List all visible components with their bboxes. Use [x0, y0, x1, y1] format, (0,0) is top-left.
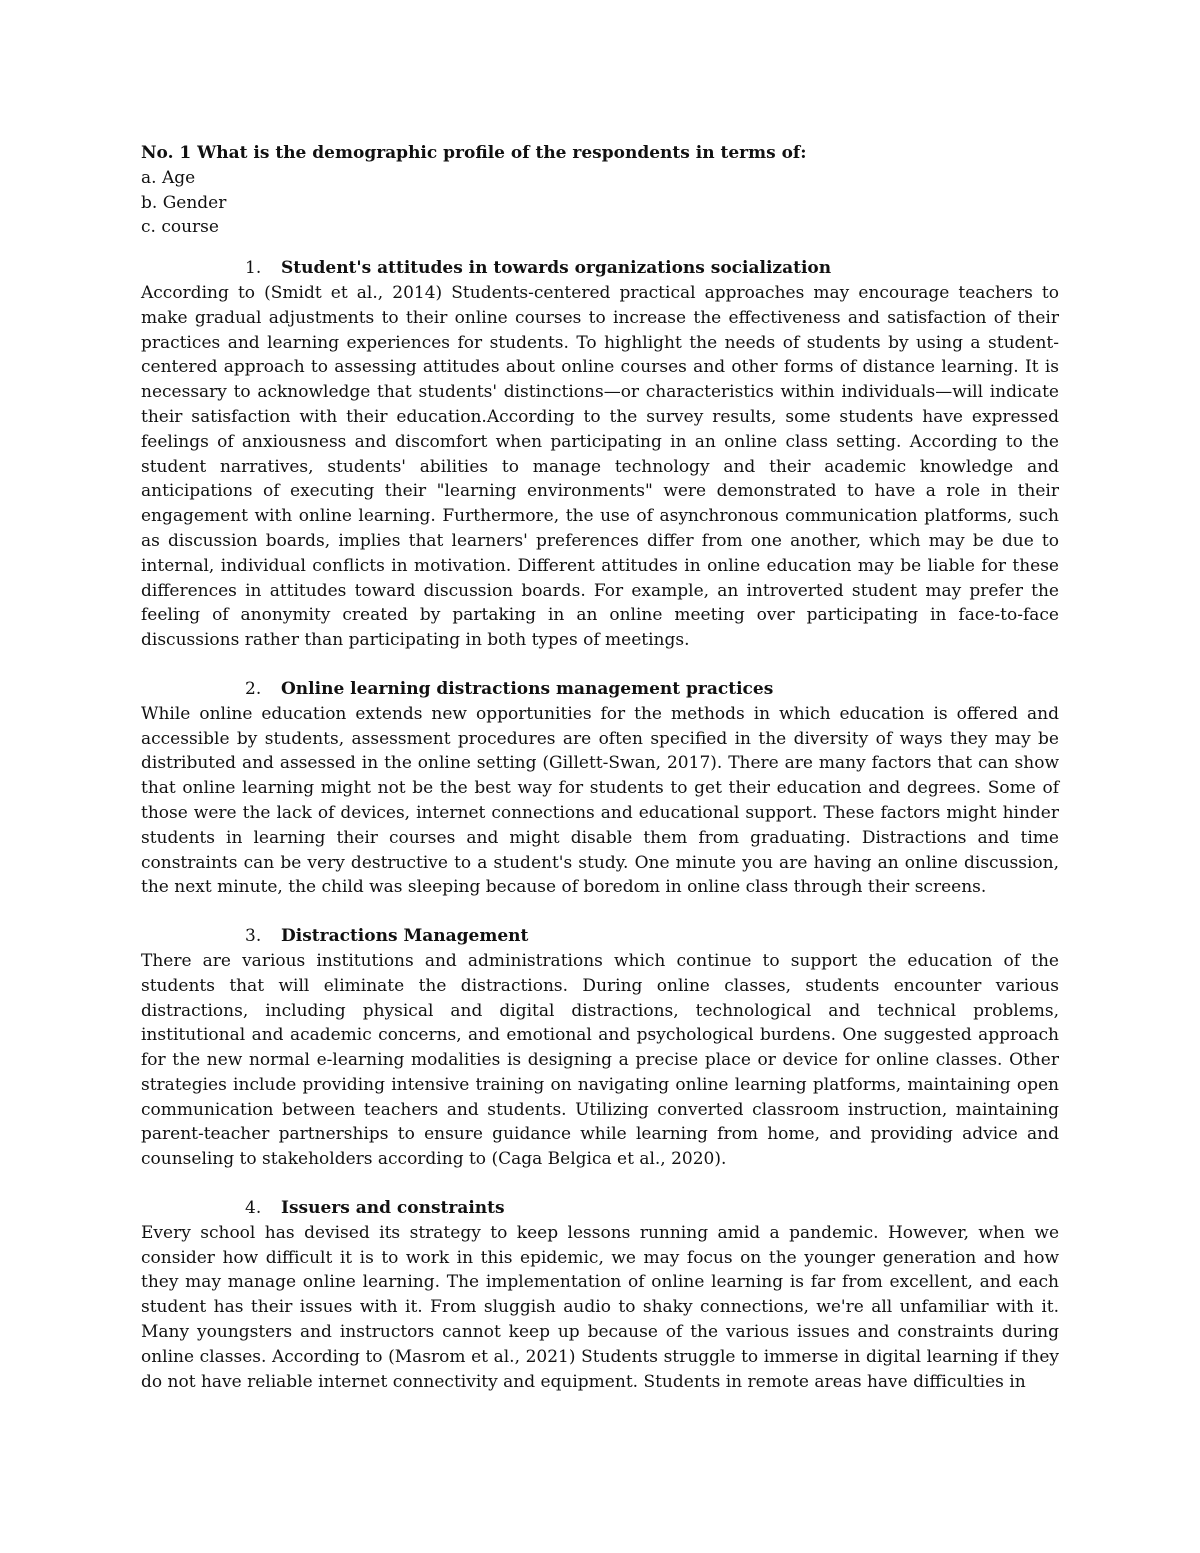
document-page: [141, 141, 1059, 1394]
section-title: Online learning distractions management practices: [281, 678, 774, 699]
section-body: According to (Smidt et al., 2014) Students-centered practical approaches may encourage teachers to make gradual adjustments to their online courses to increase the effectiveness and satisfaction of their practices and learning experiences for students. To highlight the needs of students by using a student-centered approach to assessing attitudes about online courses and other forms of distance learning. It is necessary to acknowledge that students' distinctions—or characteristics within individuals—will indicate their satisfaction with their education.According to the survey results, some students have expressed feelings of anxiousness and discomfort when participating in an online class setting. According to the student narratives, students' abilities to manage technology and their academic knowledge and anticipations of executing their "learning environments" were demonstrated to have a role in their engagement with online learning. Furthermore, the use of asynchronous communication platforms, such as discussion boards, implies that learners' preferences differ from one another, which may be due to internal, individual conflicts in motivation. Different attitudes in online education may be liable for these differences in attitudes toward discussion boards. For example, an introverted student may prefer the feeling of anonymity created by partaking in an online meeting over participating in face-to-face discussions rather than participating in both types of meetings.: [141, 282, 1059, 651]
section-heading: [141, 924, 1059, 949]
section-distractions-practices: [141, 677, 1059, 900]
spacer: [141, 653, 1059, 677]
section-title: Issuers and constraints: [281, 1198, 505, 1219]
spacer: [141, 1172, 1059, 1196]
section-attitudes: [141, 256, 1059, 653]
option-age: a. Age: [141, 167, 196, 188]
section-number: 3.: [245, 926, 262, 947]
option-gender: b. Gender: [141, 192, 227, 213]
section-body: While online education extends new opportunities for the methods in which education is offered and accessible by students, assessment procedures are often specified in the diversity of ways they may be distributed and assessed in the online setting (Gillett-Swan, 2017). There are many factors that can show that online learning might not be the best way for students to get their education and degrees. Some of those were the lack of devices, internet connections and educational support. These factors might hinder students in learning their courses and might disable them from graduating. Distractions and time constraints can be very destructive to a student's study. One minute you are having an online discussion, the next minute, the child was sleeping because of boredom in online class through their screens.: [141, 703, 1059, 898]
section-issues-constraints: [141, 1196, 1059, 1394]
section-number: 2.: [245, 678, 262, 699]
section-heading: [141, 256, 1059, 281]
section-distractions-management: [141, 924, 1059, 1172]
question-title: No. 1 What is the demographic profile of the respondents in terms of:: [141, 143, 807, 163]
section-body: Every school has devised its strategy to keep lessons running amid a pandemic. However, when we consider how difficult it is to work in this epidemic, we may focus on the younger generation and how they may manage online learning. The implementation of online learning is far from excellent, and each student has their issues with it. From sluggish audio to shaky connections, we're all unfamiliar with it. Many youngsters and instructors cannot keep up because of the various issues and constraints during online classes. According to (Masrom et al., 2021) Students struggle to immerse in digital learning if they do not have reliable internet connectivity and equipment. Students in remote areas have difficulties in: [141, 1222, 1059, 1392]
section-title: Distractions Management: [281, 926, 529, 947]
section-title: Student's attitudes in towards organizations socialization: [281, 258, 832, 279]
spacer: [141, 240, 1059, 256]
spacer: [141, 900, 1059, 924]
section-heading: [141, 1196, 1059, 1221]
section-heading: [141, 677, 1059, 702]
section-number: 1.: [245, 258, 262, 279]
section-number: 4.: [245, 1198, 262, 1219]
option-course: c. course: [141, 217, 219, 238]
section-body: There are various institutions and administrations which continue to support the education of the students that will eliminate the distractions. During online classes, students encounter various distractions, including physical and digital distractions, technological and technical problems, institutional and academic concerns, and emotional and psychological burdens. One suggested approach for the new normal e-learning modalities is designing a precise place or device for online classes. Other strategies include providing intensive training on navigating online learning platforms, maintaining open communication between teachers and students. Utilizing converted classroom instruction, maintaining parent-teacher partnerships to ensure guidance while learning from home, and providing advice and counseling to stakeholders according to (Caga Belgica et al., 2020).: [141, 950, 1059, 1170]
